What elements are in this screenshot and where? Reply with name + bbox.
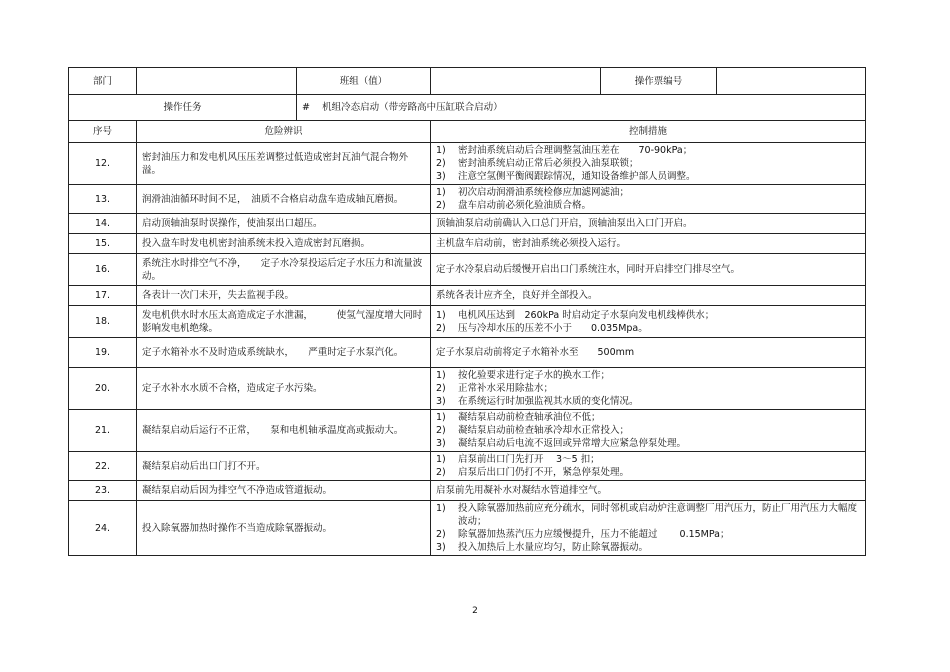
control-item (436, 309, 860, 322)
control-item-number: 3) (436, 171, 446, 182)
ticket-label: 操作票编号 (601, 68, 717, 95)
control-item (436, 484, 860, 497)
row-number: 13. (69, 185, 137, 214)
control-measures (431, 368, 866, 410)
control-item-text: 密封油系统启动后合理调整氢油压差在 70-90kPa； (458, 145, 693, 156)
row-number: 21. (69, 410, 137, 452)
control-item-text: 注意空氢侧平衡阀跟踪情况，通知设备维护部人员调整。 (458, 171, 696, 182)
control-item-text: 密封油系统启动正常后必须投入油泵联锁； (458, 158, 639, 169)
control-item (436, 528, 860, 541)
control-item (436, 170, 860, 183)
row-number: 17. (69, 286, 137, 306)
hazard-text: 凝结泵启动后因为排空气不净造成管道振动。 (137, 481, 431, 501)
control-measures (431, 501, 866, 556)
control-measures (431, 452, 866, 481)
hazard-text: 各表计一次门未开，失去监视手段。 (137, 286, 431, 306)
control-item-number: 1) (436, 412, 446, 423)
control-item-number: 2) (436, 529, 446, 540)
control-item (436, 199, 860, 212)
hazard-text: 凝结泵启动后出口门打不开。 (137, 452, 431, 481)
control-item (436, 541, 860, 554)
control-item (436, 144, 860, 157)
control-item-text: 投入除氧器加热前应充分疏水，同时邻机或启动炉注意调整厂用汽压力，防止厂用汽压力大幅度波动； (458, 503, 858, 527)
control-item-text: 定子水冷泵启动后缓慢开启出口门系统注水，同时开启排空门排尽空气。 (436, 264, 741, 275)
control-item (436, 411, 860, 424)
control-item-text: 顶轴油泵启动前确认入口总门开启，顶轴油泵出入口门开启。 (436, 218, 693, 229)
control-item-text: 初次启动润滑油系统检修应加滤网滤油； (458, 187, 630, 198)
control-item (436, 157, 860, 170)
control-item-number: 1) (436, 187, 446, 198)
control-item-text: 凝结泵启动前检查轴承冷却水正常投入； (458, 425, 630, 436)
control-item (436, 186, 860, 199)
table-row (69, 338, 866, 368)
hazard-text: 投入除氧器加热时操作不当造成除氧器振动。 (137, 501, 431, 556)
hazard-text: 定子水补水水质不合格，造成定子水污染。 (137, 368, 431, 410)
control-item (436, 369, 860, 382)
control-item (436, 237, 860, 250)
table-row (69, 410, 866, 452)
hazard-text: 定子水箱补水不及时造成系统缺水， 严重时定子水泵汽化。 (137, 338, 431, 368)
task-value-cell (297, 95, 866, 121)
control-item (436, 289, 860, 302)
row-number: 23. (69, 481, 137, 501)
col-no: 序号 (69, 121, 137, 143)
control-item-number: 3) (436, 438, 446, 449)
row-number: 12. (69, 143, 137, 185)
table-row (69, 368, 866, 410)
hazard-text: 投入盘车时发电机密封油系统未投入造成密封瓦磨损。 (137, 234, 431, 254)
control-item-number: 1) (436, 145, 446, 156)
control-item-number: 1) (436, 454, 446, 465)
control-item (436, 346, 860, 359)
task-label: 操作任务 (69, 95, 297, 121)
control-measures (431, 306, 866, 338)
control-measures (431, 214, 866, 234)
control-measures (431, 410, 866, 452)
control-item-number: 2) (436, 425, 446, 436)
table-row (69, 306, 866, 338)
control-item-number: 1) (436, 309, 446, 321)
control-item-text: 凝结泵启动前检查轴承油位不低； (458, 412, 601, 423)
control-item-number: 3) (436, 396, 446, 407)
control-item-text: 正常补水采用除盐水； (458, 383, 554, 394)
hazard-text: 润滑油油循环时间不足， 油质不合格启动盘车造成轴瓦磨损。 (137, 185, 431, 214)
control-item (436, 322, 860, 335)
control-item-text: 定子水泵启动前将定子水箱补水至 500mm (436, 347, 635, 358)
row-number: 24. (69, 501, 137, 556)
control-item (436, 502, 860, 528)
control-item (436, 437, 860, 450)
table-row (69, 185, 866, 214)
header-row (69, 68, 866, 95)
control-item-number: 1) (436, 503, 446, 514)
row-number: 18. (69, 306, 137, 338)
control-item-text: 启泵后出口门仍打不开，紧急停泵处理。 (458, 467, 630, 478)
dept-label: 部门 (69, 68, 137, 95)
control-item-text: 压与冷却水压的压差不小于 0.035Mpa。 (458, 322, 648, 334)
row-number: 15. (69, 234, 137, 254)
table-row (69, 286, 866, 306)
col-control: 控制措施 (431, 121, 866, 143)
control-item-text: 启泵前出口门先打开 3～5 扣； (458, 454, 600, 465)
hazard-text: 密封油压力和发电机风压压差调整过低造成密封瓦油气混合物外溢。 (137, 143, 431, 185)
control-measures (431, 338, 866, 368)
col-hazard: 危险辨识 (137, 121, 431, 143)
task-hash: # (302, 102, 310, 113)
table-row (69, 143, 866, 185)
hazard-text: 发电机供水时水压太高造成定子水泄漏， 使氢气湿度增大同时影响发电机绝缘。 (137, 306, 431, 338)
control-item (436, 395, 860, 408)
control-item-text: 投入加热后上水量应均匀，防止除氧器振动。 (458, 542, 649, 553)
control-item-number: 2) (436, 158, 446, 169)
table-row (69, 234, 866, 254)
table-row (69, 501, 866, 556)
dept-value (137, 68, 297, 95)
control-item-number: 2) (436, 322, 446, 334)
page-number: 2 (472, 606, 478, 616)
row-number: 20. (69, 368, 137, 410)
control-item-text: 主机盘车启动前，密封油系统必须投入运行。 (436, 238, 627, 249)
control-item-number: 2) (436, 467, 446, 478)
control-item-text: 凝结泵启动后电流不返回或异常增大应紧急停泵处理。 (458, 438, 687, 449)
control-item (436, 466, 860, 479)
table-row (69, 214, 866, 234)
table-row (69, 481, 866, 501)
control-item-number: 3) (436, 542, 446, 553)
control-item (436, 217, 860, 230)
control-item (436, 263, 860, 276)
ticket-value (717, 68, 866, 95)
control-item-number: 2) (436, 200, 446, 211)
table-row (69, 452, 866, 481)
control-item-text: 系统各表计应齐全，良好并全部投入。 (436, 290, 598, 301)
control-item (436, 382, 860, 395)
task-row (69, 95, 866, 121)
hazard-text: 系统注水时排空气不净， 定子水冷泵投运后定子水压力和流量波动。 (137, 254, 431, 286)
control-measures (431, 234, 866, 254)
control-measures (431, 286, 866, 306)
table-row (69, 254, 866, 286)
team-label: 班组（值） (297, 68, 431, 95)
task-value: 机组冷态启动（带旁路高中压缸联合启动） (322, 102, 503, 113)
control-item-number: 1) (436, 370, 446, 381)
hazard-text: 凝结泵启动后运行不正常， 泵和电机轴承温度高或振动大。 (137, 410, 431, 452)
column-header-row (69, 121, 866, 143)
control-item-text: 除氧器加热蒸汽压力应缓慢提升，压力不能超过 0.15MPa； (458, 529, 730, 540)
control-measures (431, 254, 866, 286)
row-number: 14. (69, 214, 137, 234)
control-measures (431, 185, 866, 214)
hazard-text: 启动顶轴油泵时误操作，使油泵出口超压。 (137, 214, 431, 234)
control-item-text: 在系统运行时加强监视其水质的变化情况。 (458, 396, 639, 407)
control-item (436, 453, 860, 466)
control-item-number: 2) (436, 383, 446, 394)
row-number: 22. (69, 452, 137, 481)
control-item-text: 启泵前先用凝补水对凝结水管道排空气。 (436, 485, 608, 496)
control-item-text: 盘车启动前必须化验油质合格。 (458, 200, 592, 211)
team-value (431, 68, 601, 95)
control-item-text: 按化验要求进行定子水的换水工作； (458, 370, 611, 381)
control-measures (431, 143, 866, 185)
hazard-control-table (68, 67, 866, 556)
row-number: 19. (69, 338, 137, 368)
row-number: 16. (69, 254, 137, 286)
control-measures (431, 481, 866, 501)
control-item (436, 424, 860, 437)
control-item-text: 电机风压达到 260kPa 时启动定子水泵向发电机线棒供水； (458, 309, 715, 321)
